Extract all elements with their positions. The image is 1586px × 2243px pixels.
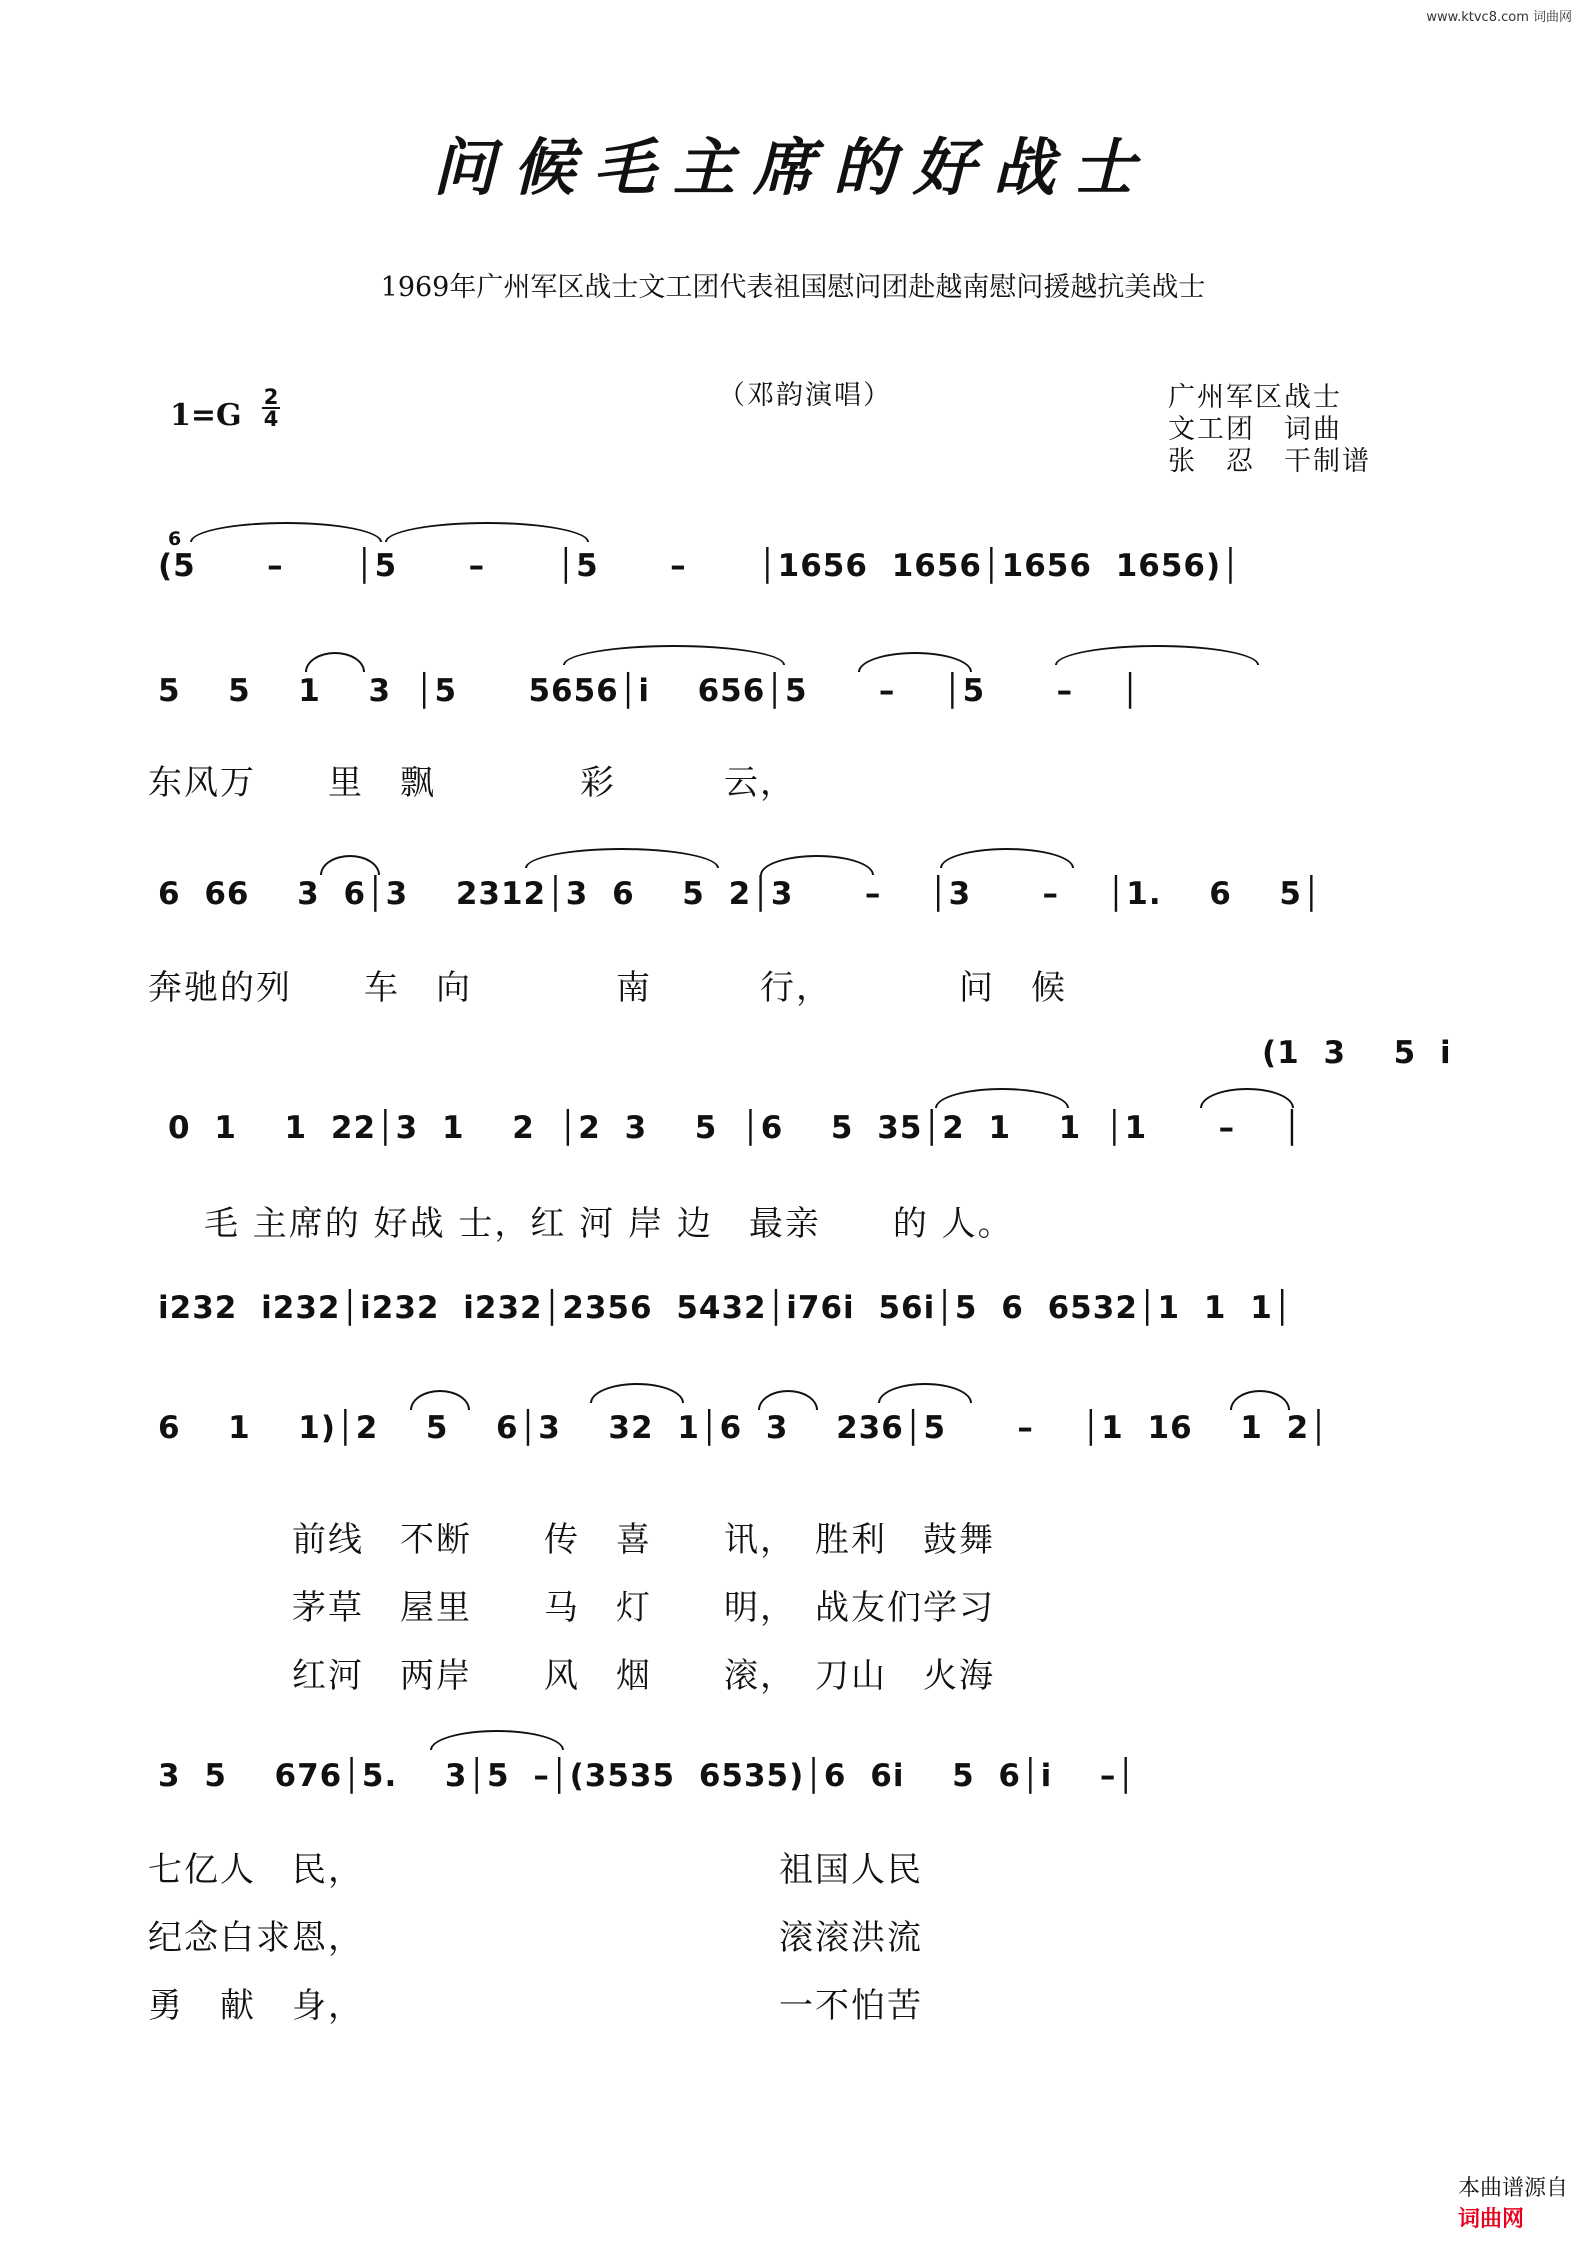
notation-system-7: 3 5 676│5. 3│5 –│(3535 6535)│6 6i 5 6│i –│ [158, 1758, 1137, 1794]
slur-arc [858, 652, 972, 672]
slur-arc [320, 855, 380, 875]
song-title: 问候毛主席的好战士 [432, 131, 1153, 204]
slur-arc [305, 652, 365, 672]
site-watermark: www.ktvc8.com 词曲网 [1426, 10, 1572, 25]
slur-arc [563, 645, 785, 665]
tie-arc [1055, 645, 1259, 665]
time-signature-bottom: 4 [263, 407, 279, 431]
slur-arc [758, 1390, 818, 1410]
lyric-system-6-verse-1: 前线 不断 传 喜 讯， 胜利 鼓舞 [148, 1520, 995, 1560]
credit-line-3: 张 忍 干制谱 [1168, 446, 1371, 477]
lyric-system-7-verse-3: 勇 献 身， 一不怕苦 [148, 1986, 923, 2026]
notation-system-1: (5 – │5 – │5 – │1656 1656│1656 1656)│ [158, 548, 1241, 584]
lyric-system-2: 东风万 里 飘 彩 云， [148, 763, 796, 803]
slur-arc [525, 848, 719, 868]
notation-system-3: 6 66 3 6│3 2312│3 6 5 2│3 – │3 – │1. 6 5│ [158, 876, 1322, 912]
footer-source [1444, 2146, 1568, 2233]
site-logo: 词曲网 [1457, 2207, 1524, 2232]
slur-arc [878, 1383, 972, 1403]
notation-system-5: i232 i232│i232 i232│2356 5432│i76i 56i│5 6 6532│1 1 1│ [158, 1290, 1293, 1326]
tie-arc [1200, 1088, 1294, 1108]
credit-line-2: 文工团 词曲 [1168, 414, 1342, 445]
notation-system-4: 0 1 1 22│3 1 2 │2 3 5 │6 5 35│2 1 1 │1 – │ [168, 1110, 1303, 1146]
lyric-system-4: 毛 主席的 好战 士，红 河 岸 边 最亲 的 人。 [168, 1204, 1014, 1244]
song-subtitle: 1969年广州军区战士文工团代表祖国慰问团赴越南慰问援越抗美战士 [380, 272, 1206, 303]
slur-arc [760, 855, 874, 875]
credit-line-1: 广州军区战士 [1168, 382, 1342, 413]
time-signature-top: 2 [263, 385, 279, 409]
prelude-prefix: (1 3 5 i [1262, 1035, 1452, 1071]
footer-text: 本曲谱源自 [1457, 2176, 1568, 2201]
performer-note: （邓韵演唱） [718, 380, 892, 411]
slur-arc [590, 1383, 684, 1403]
lyric-system-7-verse-1: 七亿人 民， 祖国人民 [148, 1850, 923, 1890]
notation-system-6: 6 1 1)│2 5 6│3 32 1│6 3 236│5 – │1 16 1 2│ [158, 1410, 1329, 1446]
lyric-system-7-verse-2: 纪念白求恩， 滚滚洪流 [148, 1918, 923, 1958]
tie-arc [385, 522, 589, 542]
key-signature: 1=G [170, 398, 242, 433]
tie-arc [430, 1730, 564, 1750]
time-signature [262, 387, 280, 429]
lyric-system-6-verse-3: 红河 两岸 风 烟 滚， 刀山 火海 [148, 1656, 995, 1696]
slur-arc [1230, 1390, 1290, 1410]
lyric-system-6-verse-2: 茅草 屋里 马 灯 明， 战友们学习 [148, 1588, 995, 1628]
tie-arc [190, 522, 382, 542]
pickup-grace-note: 6 [168, 528, 183, 550]
slur-arc [410, 1390, 470, 1410]
lyric-system-3: 奔驰的列 车 向 南 行， 问 候 [148, 968, 1067, 1008]
tie-arc [940, 848, 1074, 868]
notation-system-2: 5 5 1 3 │5 5656│i 656│5 – │5 – │ [158, 673, 1141, 709]
slur-arc [935, 1088, 1069, 1108]
